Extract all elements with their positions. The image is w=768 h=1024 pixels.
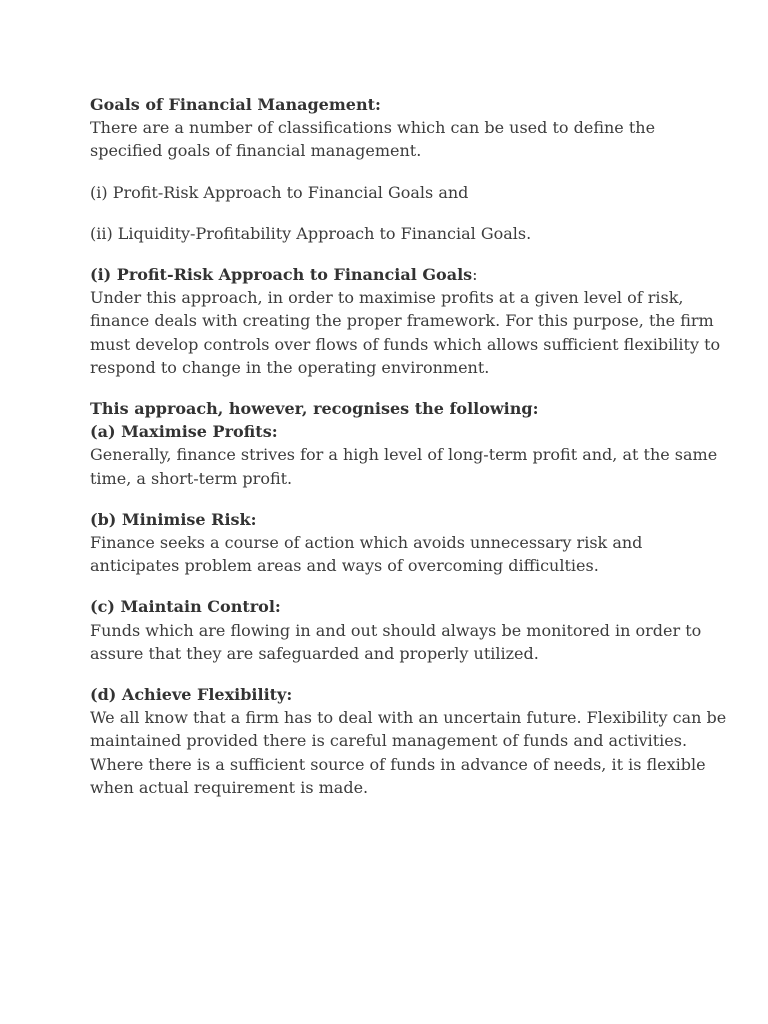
item-heading: (a) Maximise Profits:: [90, 422, 278, 442]
section-heading-colon: :: [472, 265, 478, 285]
item-heading: (c) Maintain Control:: [90, 597, 281, 617]
section-heading-line: [90, 263, 730, 286]
document-title: Goals of Financial Management:: [90, 95, 381, 114]
item-heading: (d) Achieve Flexibility:: [90, 685, 293, 705]
intro-section: [90, 93, 730, 163]
recognises-heading: This approach, however, recognises the following:: [90, 399, 539, 419]
item-minimise-risk: [90, 508, 730, 578]
section-recognises: [90, 397, 730, 490]
approach-item-2: [90, 222, 730, 245]
item-body: We all know that a firm has to deal with an uncertain future. Flexibility can be maintained provided there is careful management of funds and activities. Where there is a sufficient source of funds in advance of needs, it is flexible when actual requirement is made.: [90, 708, 727, 797]
item-body: Funds which are flowing in and out should always be monitored in order to assure that they are safeguarded and properly utilized.: [90, 620, 702, 663]
document-page: [90, 93, 730, 799]
item-achieve-flexibility: [90, 683, 730, 799]
item-maintain-control: [90, 595, 730, 665]
approach-text: (ii) Liquidity-Profitability Approach to Financial Goals.: [90, 223, 532, 243]
item-heading: (b) Minimise Risk:: [90, 509, 257, 529]
item-body: Finance seeks a course of action which avoids unnecessary risk and anticipates problem areas and ways of overcoming difficulties.: [90, 533, 643, 576]
intro-paragraph: There are a number of classifications which can be used to define the specified goals of financial management.: [90, 118, 656, 161]
section-body: Under this approach, in order to maximise profits at a given level of risk, finance deals with creating the proper framework. For this purpose, the firm must develop controls over flows of funds which allows sufficient flexibility to respond to change in the operating environment.: [90, 288, 721, 377]
approach-text: (i) Profit-Risk Approach to Financial Goals and: [90, 182, 469, 202]
section-heading: (i) Profit-Risk Approach to Financial Goals: [90, 265, 473, 285]
item-body: Generally, finance strives for a high level of long-term profit and, at the same time, a short-term profit.: [90, 445, 718, 488]
section-profit-risk: [90, 263, 730, 379]
approach-item-1: [90, 181, 730, 204]
